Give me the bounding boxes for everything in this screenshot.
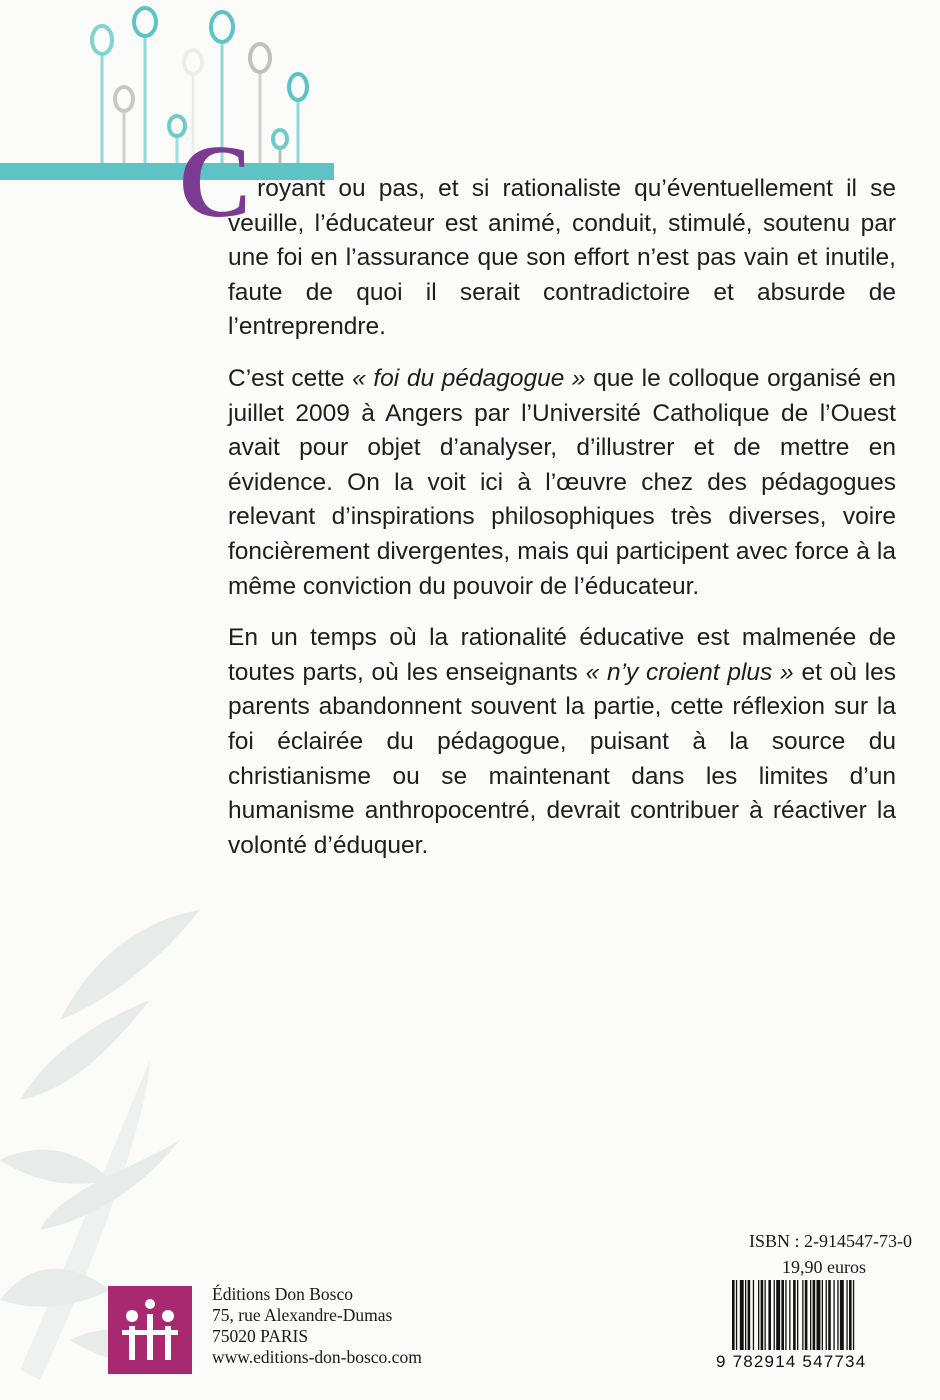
family-figures-icon (108, 1286, 192, 1374)
isbn-number: ISBN : 2-914547-73-0 (749, 1231, 912, 1251)
publisher-street: 75, rue Alexandre-Dumas (212, 1305, 393, 1325)
paragraph-2 (228, 362, 896, 604)
paragraph-3-italic: « n’y croient plus » (585, 658, 794, 686)
paragraph-2-text-end: que le colloque organisé en juillet 2009 à Angers par l’Université Catholique de l’Ouest avait pour objet d’analyser, d’illustrer et de mettre en évidence. On la voit ici à l’œuvre chez des pédagogues relevant d’inspirations philosophiques très diverses, voire foncièrement divergentes, mais qui participent avec force à la même conviction du pouvoir de l’éducateur. (228, 364, 896, 600)
isbn-block (700, 1228, 912, 1280)
decorative-stems-graphic (0, 0, 340, 185)
publisher-city: 75020 PARIS (212, 1326, 309, 1346)
price: 19,90 euros (782, 1257, 866, 1277)
paragraph-1 (178, 124, 896, 345)
paragraph-3 (228, 621, 896, 863)
paragraph-3-text-end: et où les parents abandonnent souvent la partie, cette réflexion sur la foi éclairée du pédagogue, puisant à la source du christianisme ou se maintenant dans les limites d’un humanisme anthropocentré, devrait contribuer à réactiver la volonté d’éduquer. (228, 658, 896, 859)
barcode-icon (732, 1280, 898, 1352)
barcode-number: 9 782914 547734 (716, 1352, 867, 1371)
back-cover-text (178, 124, 896, 880)
publisher-website[interactable]: www.editions-don-bosco.com (212, 1347, 422, 1367)
paragraph-3-text-start: En un temps où la rationalité éducative est malmenée de toutes parts, où les enseignants (228, 624, 896, 686)
paragraph-1-text: royant ou pas, et si rationaliste qu’éventuellement il se veuille, l’éducateur est animé, conduit, stimulé, soutenu par une foi en l’assurance que son effort n’est pas vain et inutile, faute de quoi il serait contradictoire et absurde de l’entreprendre. (228, 175, 896, 341)
publisher-block (212, 1284, 422, 1368)
drop-cap: C (178, 124, 254, 239)
paragraph-2-italic: « foi du pédagogue » (352, 364, 586, 392)
paragraph-2-text-start: C’est cette (228, 364, 353, 392)
publisher-name: Éditions Don Bosco (212, 1284, 353, 1304)
